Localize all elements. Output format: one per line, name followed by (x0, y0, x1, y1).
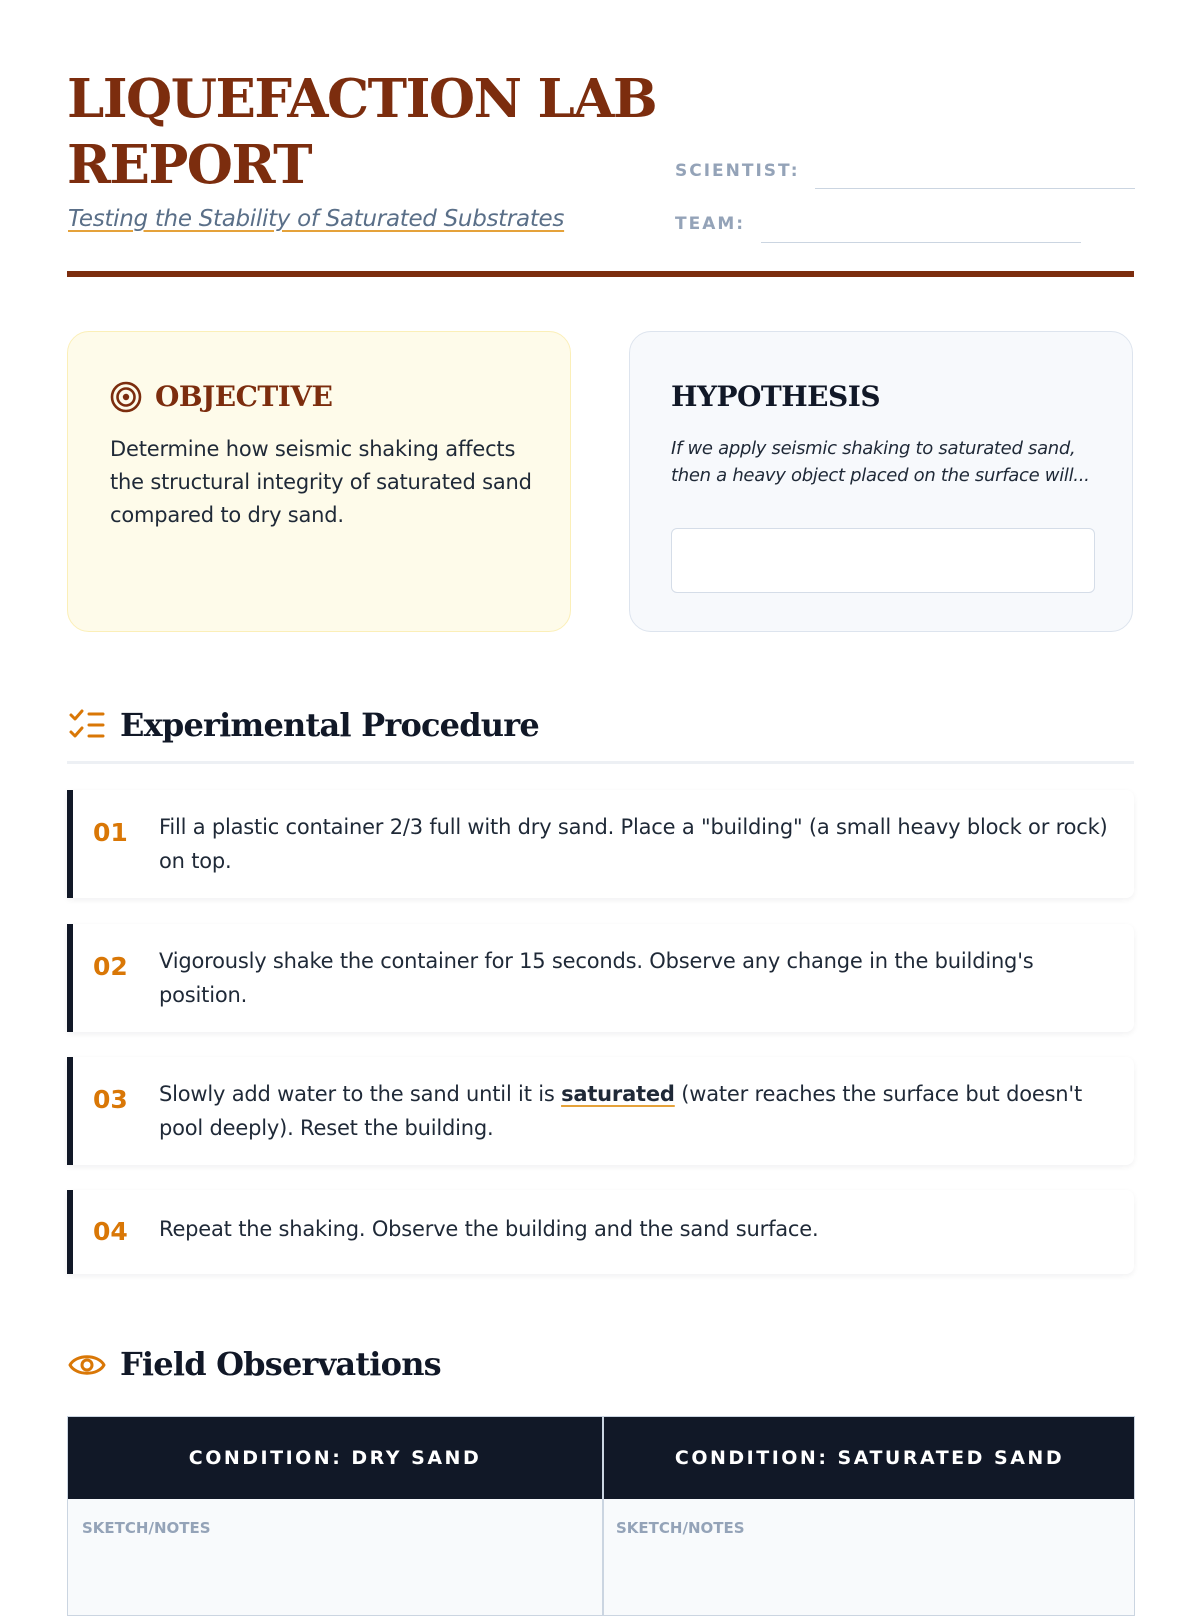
hypothesis-answer-field[interactable] (671, 528, 1095, 593)
hypothesis-prompt: If we apply seismic shaking to saturated sand, then a heavy object placed on the surface will... (671, 438, 1090, 486)
step-text: Vigorously shake the container for 15 seconds. Observe any change in the building's position. (159, 949, 1034, 1007)
procedure-heading: Experimental Procedure (120, 706, 539, 744)
procedure-step (67, 1057, 1134, 1165)
observations-heading: Field Observations (120, 1345, 441, 1383)
header-divider (67, 271, 1134, 277)
objective-text: Determine how seismic shaking affects the structural integrity of saturated sand compared to dry sand. (110, 437, 532, 527)
column-header-saturated-sand: CONDITION: SATURATED SAND (603, 1417, 1135, 1499)
step-number: 03 (93, 1085, 128, 1114)
procedure-step (67, 790, 1134, 898)
procedure-divider (67, 761, 1134, 764)
scientist-name-field[interactable] (815, 188, 1135, 189)
team-label: TEAM: (675, 214, 746, 234)
target-icon (110, 381, 142, 413)
column-divider (602, 1417, 604, 1616)
checklist-icon (68, 707, 106, 745)
column-header-dry-sand: CONDITION: DRY SAND (68, 1417, 602, 1499)
scientist-label: SCIENTIST: (675, 161, 800, 181)
observations-table (67, 1416, 1135, 1616)
step-text: Repeat the shaking. Observe the building and the sand surface. (159, 1217, 819, 1241)
step-text-before: Slowly add water to the sand until it is (159, 1082, 562, 1106)
report-title: LIQUEFACTION LAB REPORT (67, 68, 657, 196)
procedure-step (67, 924, 1134, 1032)
saturated-term: saturated (561, 1082, 675, 1106)
objective-heading: OBJECTIVE (155, 380, 333, 413)
step-text: Fill a plastic container 2/3 full with dry sand. Place a "building" (a small heavy block or rock) on top. (159, 815, 1108, 873)
step-number: 01 (93, 818, 128, 847)
dry-sand-notes-cell[interactable] (68, 1499, 602, 1616)
procedure-step (67, 1190, 1134, 1274)
step-number: 04 (93, 1217, 128, 1246)
eye-icon (68, 1346, 106, 1384)
step-text-after: (water reaches the surface but doesn't pool deeply). Reset the building. (159, 1082, 1083, 1140)
team-name-field[interactable] (761, 242, 1081, 243)
hypothesis-heading: HYPOTHESIS (671, 380, 881, 413)
hypothesis-card (629, 331, 1133, 632)
saturated-sand-notes-cell[interactable] (603, 1499, 1135, 1616)
objective-card (67, 331, 571, 632)
cell-label: SKETCH/NOTES (616, 1519, 745, 1537)
report-subtitle: Testing the Stability of Saturated Substrates (68, 206, 565, 232)
cell-label: SKETCH/NOTES (82, 1519, 211, 1537)
step-number: 02 (93, 952, 128, 981)
step-text (159, 1077, 1124, 1145)
